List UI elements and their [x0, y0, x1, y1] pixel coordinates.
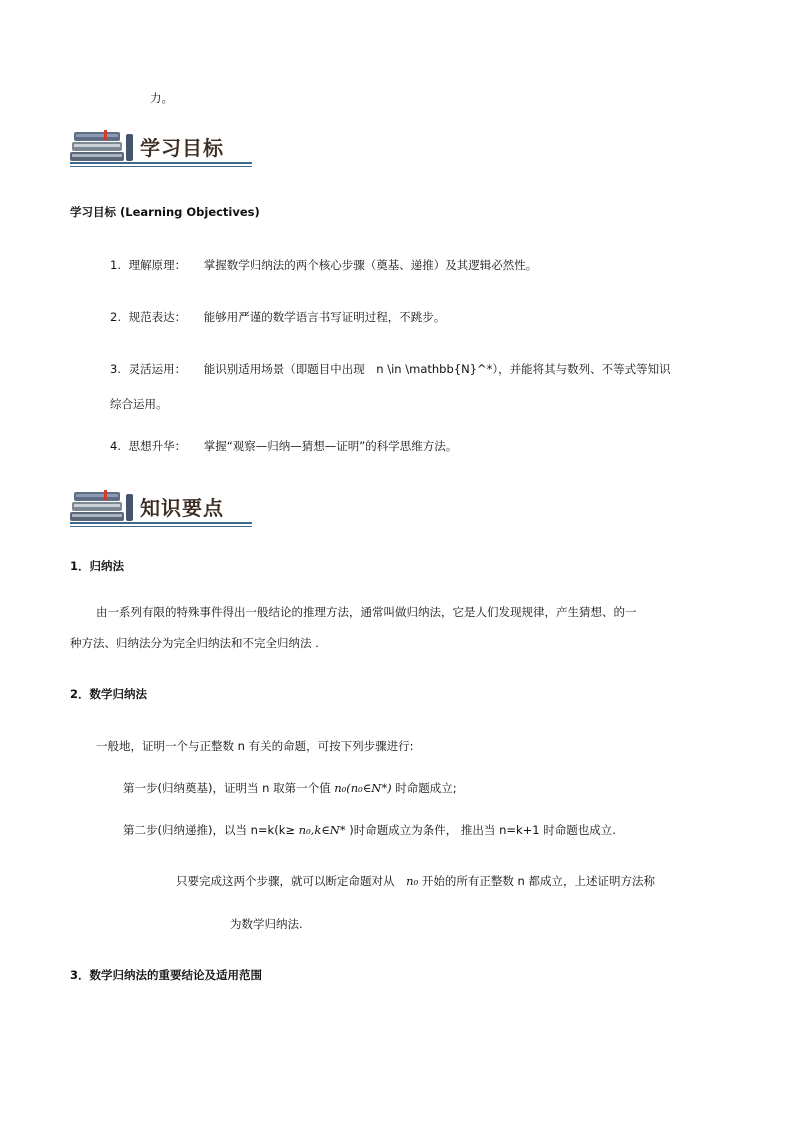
section-banner-objectives [70, 128, 252, 178]
conclusion-text: 只要完成这两个步骤，就可以断定命题对从 [176, 874, 395, 888]
item-text: 能识别适用场景（即题目中出现 n \in \mathbb{N}^*），并能将其与数列、不等式等知识 [203, 362, 671, 376]
item-text: 掌握“观察—归纳—猜想—证明”的科学思维方法。 [203, 439, 458, 453]
conclusion-line2: 为数学归纳法. [230, 917, 303, 931]
top-fragment: 力。 [150, 91, 173, 105]
item-text: 能够用严谨的数学语言书写证明过程，不跳步。 [203, 310, 446, 324]
item-text: 掌握数学归纳法的两个核心步骤（奠基、递推）及其逻辑必然性。 [203, 258, 538, 272]
math-induction-intro: 一般地，证明一个与正整数 n 有关的命题，可按下列步骤进行: [96, 739, 414, 753]
banner-title: 学习目标 [140, 136, 224, 160]
objective-2 [110, 309, 445, 325]
objective-4 [110, 438, 457, 454]
heading-conclusions-scope: 3．数学归纳法的重要结论及适用范围 [70, 968, 262, 982]
conclusion-line1 [176, 873, 655, 889]
item-number: 1. [110, 258, 121, 272]
objective-3 [110, 361, 671, 377]
step-1 [123, 780, 457, 796]
step-2 [123, 822, 616, 838]
conclusion-text-end: 开始的所有正整数 n 都成立，上述证明方法称 [421, 874, 655, 888]
banner-rule [70, 162, 252, 164]
step-2-math: n₀,k∈N* [298, 823, 346, 837]
banner-rule-thin [70, 166, 252, 167]
banner-rule [70, 522, 252, 524]
banner-rule-thin [70, 526, 252, 527]
step-1-text: 第一步(归纳奠基)，证明当 n 取第一个值 [123, 781, 331, 795]
item-label: 灵活运用： [128, 362, 187, 376]
banner-title: 知识要点 [140, 496, 224, 520]
objective-1 [110, 257, 537, 273]
item-number: 3. [110, 362, 121, 376]
item-label: 规范表达： [128, 310, 187, 324]
step-2-text-end: )时命题成立为条件， 推出当 n=k+1 时命题也成立. [349, 823, 616, 837]
step-2-text: 第二步(归纳递推)，以当 n=k(k≥ [123, 823, 295, 837]
heading-math-induction: 2．数学归纳法 [70, 687, 148, 701]
item-number: 4. [110, 439, 121, 453]
step-1-text-end: 时命题成立; [395, 781, 457, 795]
objective-3-continued: 综合运用。 [110, 397, 168, 411]
objectives-heading: 学习目标 (Learning Objectives) [70, 205, 260, 219]
heading-induction: 1．归纳法 [70, 559, 125, 573]
step-1-math: n₀(n₀∈N*) [334, 781, 392, 795]
item-number: 2. [110, 310, 121, 324]
item-label: 理解原理： [128, 258, 187, 272]
induction-paragraph-line1: 由一系列有限的特殊事件得出一般结论的推理方法，通常叫做归纳法，它是人们发现规律，产生猜想、的一 [96, 605, 637, 619]
conclusion-math: n₀ [406, 874, 419, 888]
item-label: 思想升华： [128, 439, 187, 453]
induction-paragraph-line2: 种方法、归纳法分为完全归纳法和不完全归纳法 . [70, 636, 319, 650]
section-banner-key-points [70, 488, 252, 538]
